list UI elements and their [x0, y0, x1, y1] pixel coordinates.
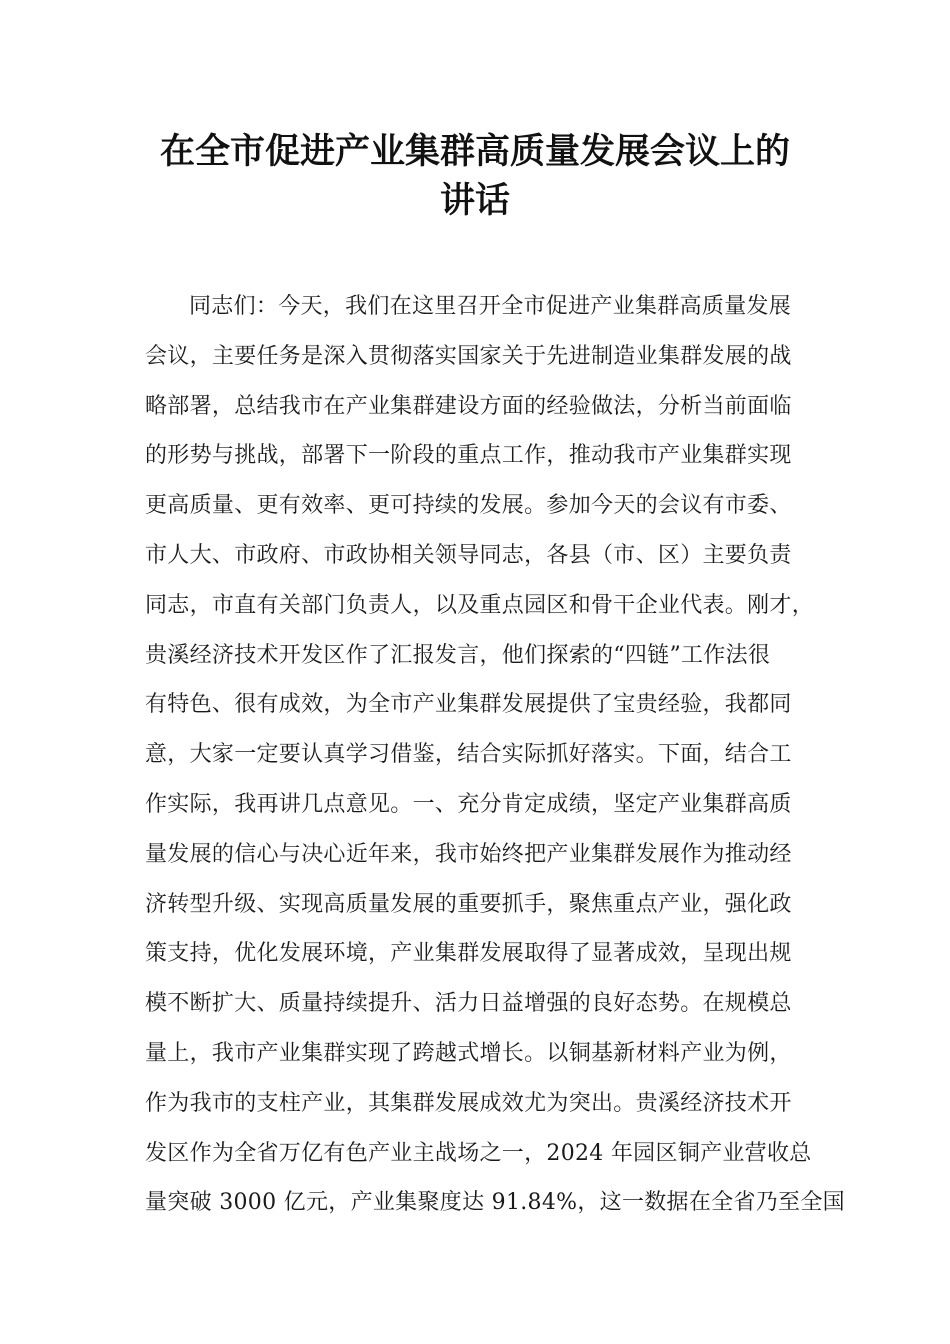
- body-line: 有特色、很有成效，为全市产业集群发展提供了宝贵经验，我都同: [145, 692, 792, 718]
- body-line: 作实际，我再讲几点意见。一、充分肯定成绩，坚定产业集群高质: [145, 791, 792, 817]
- body-line: 量发展的信心与决心近年来，我市始终把产业集群发展作为推动经: [145, 841, 792, 867]
- body-line: 更高质量、更有效率、更可持续的发展。参加今天的会议有市委、: [145, 493, 792, 519]
- speech-body: [145, 282, 845, 1228]
- body-line: 策支持，优化发展环境，产业集群发展取得了显著成效，呈现出规: [145, 941, 792, 967]
- body-line: 模不断扩大、质量持续提升、活力日益增强的良好态势。在规模总: [145, 991, 792, 1017]
- body-line: 济转型升级、实现高质量发展的重要抓手，聚焦重点产业，强化政: [145, 891, 792, 917]
- body-line: 发区作为全省万亿有色产业主战场之一，2024 年园区铜产业营收总: [145, 1140, 812, 1166]
- body-line: 会议，主要任务是深入贯彻落实国家关于先进制造业集群发展的战: [145, 343, 792, 369]
- body-line: 量上，我市产业集群实现了跨越式增长。以铜基新材料产业为例，: [145, 1040, 792, 1066]
- document-title: [140, 128, 810, 226]
- body-line: 贵溪经济技术开发区作了汇报发言，他们探索的“四链”工作法很: [145, 642, 771, 668]
- body-line: 意，大家一定要认真学习借鉴，结合实际抓好落实。下面，结合工: [145, 742, 792, 768]
- body-line: 市人大、市政府、市政协相关领导同志，各县（市、区）主要负责: [145, 542, 792, 568]
- body-line: 略部署，总结我市在产业集群建设方面的经验做法，分析当前面临: [145, 393, 792, 419]
- body-line: 作为我市的支柱产业，其集群发展成效尤为突出。贵溪经济技术开: [145, 1090, 792, 1116]
- title-line: 在全市促进产业集群高质量发展会议上的: [159, 132, 790, 172]
- body-line: 同志，市直有关部门负责人，以及重点园区和骨干企业代表。刚才，: [145, 592, 815, 618]
- body-line: 同志们：今天，我们在这里召开全市促进产业集群高质量发展: [189, 294, 792, 319]
- body-line: 量突破 3000 亿元，产业集聚度达 91.84%，这一数据在全省乃至全国: [145, 1190, 845, 1216]
- body-line: 的形势与挑战，部署下一阶段的重点工作，推动我市产业集群实现: [145, 443, 792, 469]
- title-line: 讲话: [439, 181, 510, 221]
